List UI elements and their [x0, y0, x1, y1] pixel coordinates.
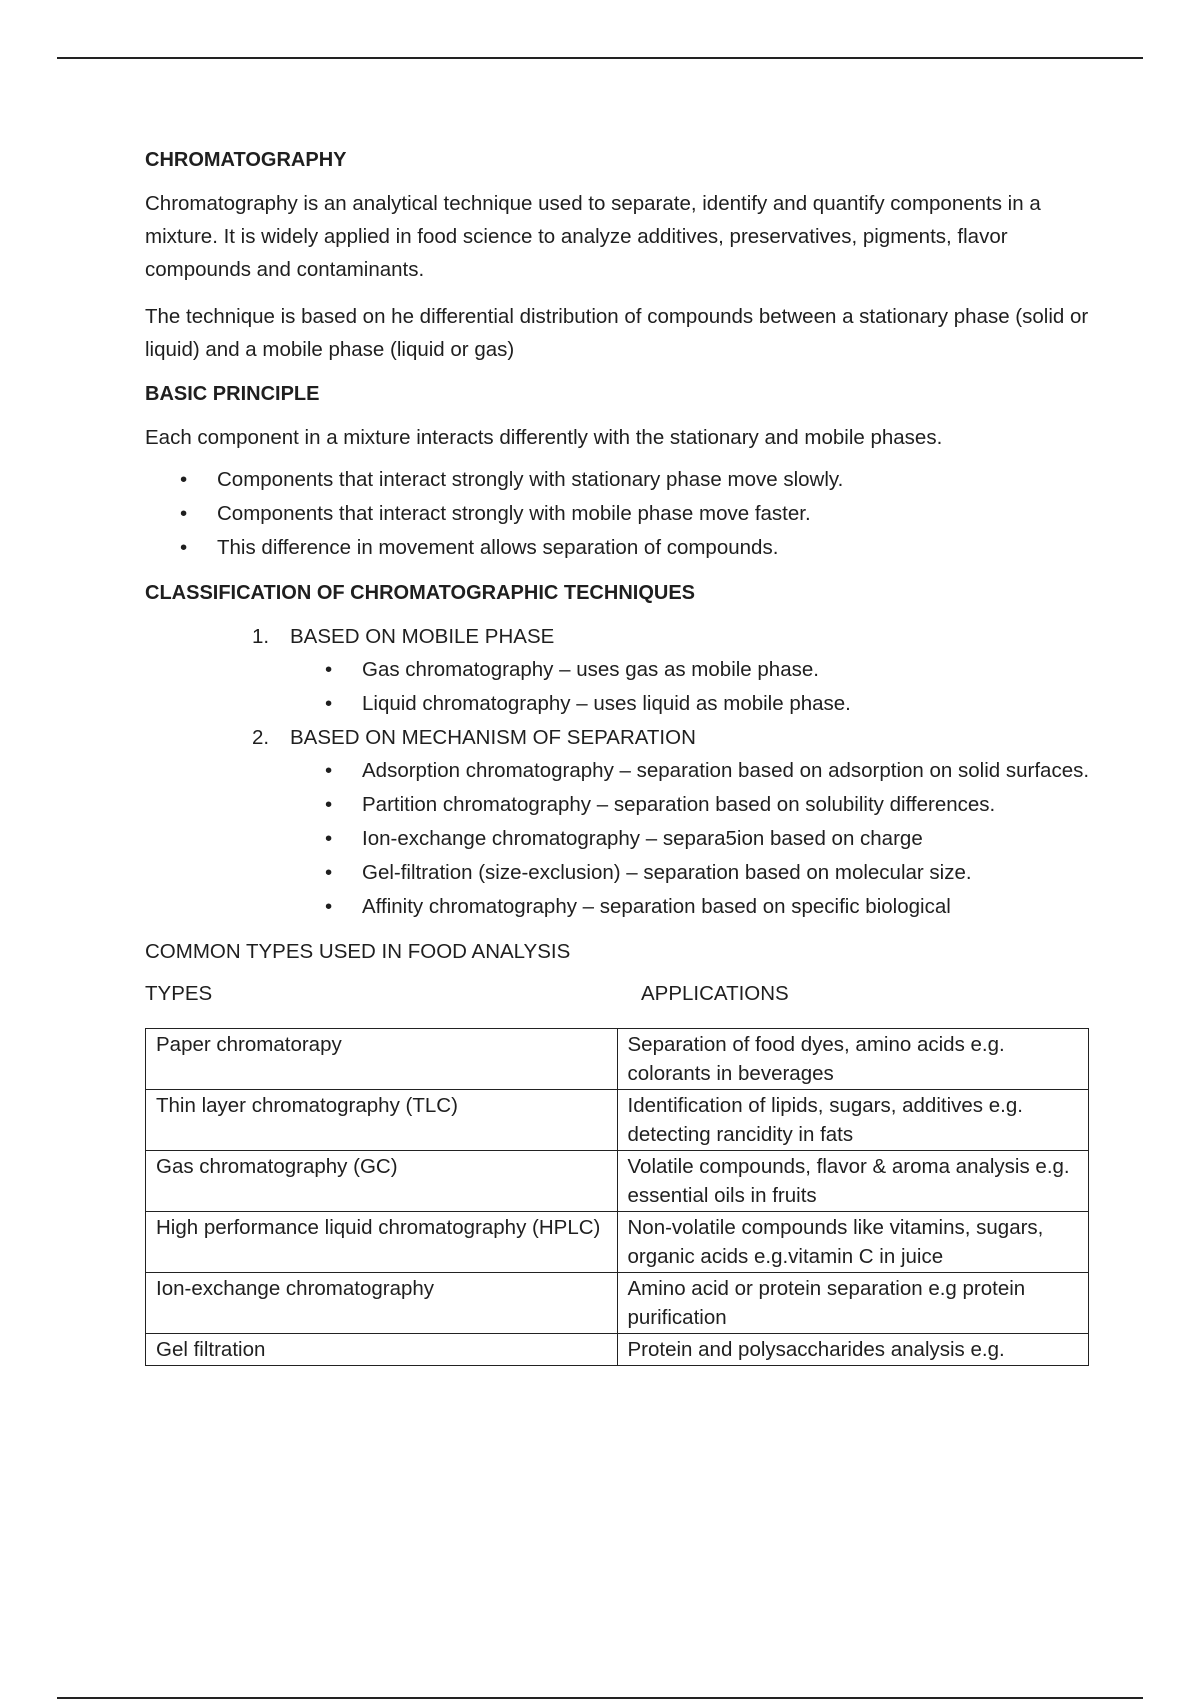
page-top-rule [57, 57, 1143, 59]
classification-heading: CLASSIFICATION OF CHROMATOGRAPHIC TECHNIQUES [145, 582, 695, 604]
application-cell: Amino acid or protein separation e.g protein purification [617, 1273, 1089, 1334]
type-cell: Ion-exchange chromatography [146, 1273, 618, 1334]
classification-group-mechanism [145, 721, 1105, 924]
list-item: • Liquid chromatography – uses liquid as mobile phase. [290, 687, 1105, 721]
document-title: CHROMATOGRAPHY [145, 149, 347, 171]
basic-principle-heading: BASIC PRINCIPLE [145, 383, 320, 405]
document-body [145, 146, 1105, 1366]
application-cell: Non-volatile compounds like vitamins, sugars, organic acids e.g.vitamin C in juice [617, 1212, 1089, 1273]
types-column-header: TYPES [145, 982, 213, 1005]
list-item: • Ion-exchange chromatography – separa5ion based on charge [290, 822, 1105, 856]
application-cell: Protein and polysaccharides analysis e.g. [617, 1334, 1089, 1366]
type-cell: Gel filtration [146, 1334, 618, 1366]
table-row [146, 1151, 1089, 1212]
list-item: • Affinity chromatography – separation based on specific biological [290, 890, 1105, 924]
type-cell: Paper chromatorapy [146, 1029, 618, 1090]
group-items [290, 653, 1105, 721]
group-label: BASED ON MECHANISM OF SEPARATION [290, 726, 696, 749]
food-analysis-heading: COMMON TYPES USED IN FOOD ANALYSIS [145, 940, 571, 963]
table-row [146, 1334, 1089, 1366]
list-item: • Components that interact strongly with stationary phase move slowly. [145, 463, 1105, 497]
table-row [146, 1090, 1089, 1151]
application-cell: Volatile compounds, flavor & aroma analysis e.g. essential oils in fruits [617, 1151, 1089, 1212]
basic-principle-text: Each component in a mixture interacts differently with the stationary and mobile phases. [145, 426, 943, 449]
type-cell: High performance liquid chromatography (HPLC) [146, 1212, 618, 1273]
basic-principle-list [145, 463, 1105, 565]
group-label: BASED ON MOBILE PHASE [290, 625, 555, 648]
group-number: 1. [252, 625, 270, 648]
group-items [290, 754, 1105, 924]
application-cell: Identification of lipids, sugars, additives e.g. detecting rancidity in fats [617, 1090, 1089, 1151]
table-row [146, 1212, 1089, 1273]
type-cell: Gas chromatography (GC) [146, 1151, 618, 1212]
list-item: • This difference in movement allows separation of compounds. [145, 531, 1105, 565]
group-number: 2. [252, 726, 270, 749]
application-cell: Separation of food dyes, amino acids e.g. colorants in beverages [617, 1029, 1089, 1090]
food-analysis-table [145, 1028, 1089, 1366]
intro-paragraph-1: Chromatography is an analytical technique used to separate, identify and quantify components in a mixture. It is widely applied in food science to analyze additives, preservatives, pigments, flavor compounds and contaminants. [145, 192, 1041, 281]
list-item: • Gas chromatography – uses gas as mobile phase. [290, 653, 1105, 687]
list-item: • Adsorption chromatography – separation based on adsorption on solid surfaces. [290, 754, 1105, 788]
list-item: • Gel-filtration (size-exclusion) – separation based on molecular size. [290, 856, 1105, 890]
list-item: • Components that interact strongly with mobile phase move faster. [145, 497, 1105, 531]
classification-list [145, 620, 1105, 924]
classification-group-mobile-phase [145, 620, 1105, 721]
list-item: • Partition chromatography – separation based on solubility differences. [290, 788, 1105, 822]
table-row [146, 1273, 1089, 1334]
page-bottom-rule [57, 1697, 1143, 1699]
applications-column-header: APPLICATIONS [641, 982, 789, 1005]
type-cell: Thin layer chromatography (TLC) [146, 1090, 618, 1151]
table-row [146, 1029, 1089, 1090]
table-column-headers [145, 980, 1105, 1008]
intro-paragraph-2: The technique is based on he differential distribution of compounds between a stationary phase (solid or liquid) and a mobile phase (liquid or gas) [145, 305, 1089, 361]
